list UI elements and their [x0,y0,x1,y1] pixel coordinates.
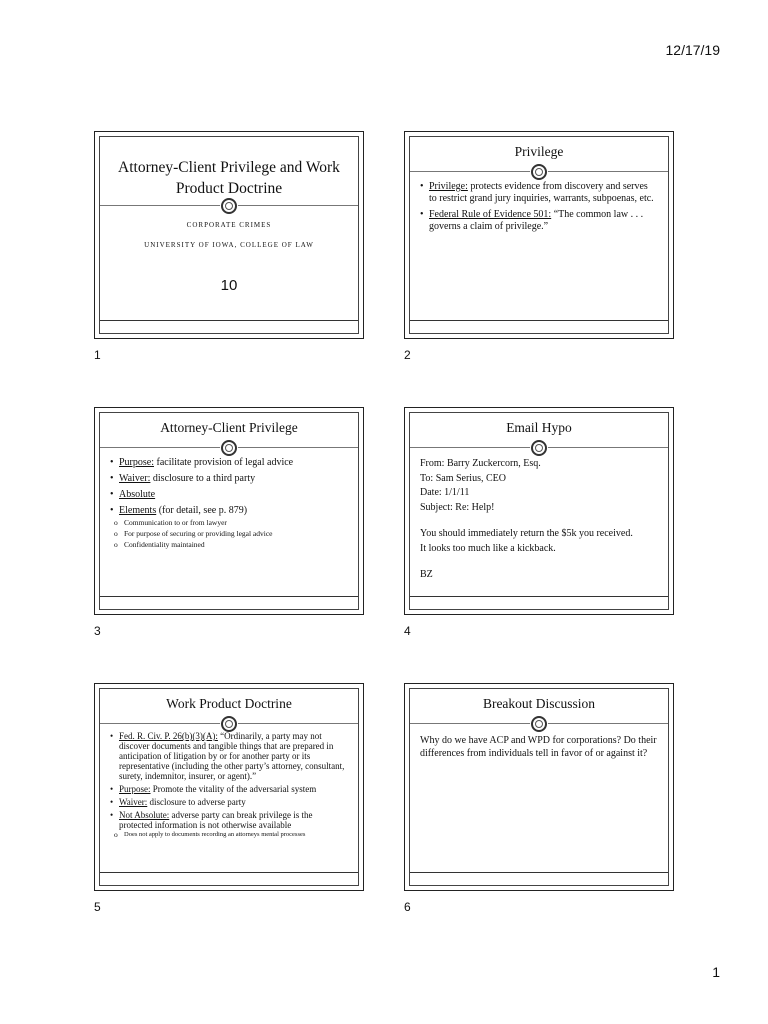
sub-bullet-item: o Confidentiality maintained [114,539,348,550]
slide-4 [404,407,674,615]
ring-ornament-icon [531,164,547,180]
page-number: 1 [712,964,720,980]
slide-number: 2 [404,348,411,362]
email-to: To: Sam Serius, CEO [420,472,506,484]
slide-number: 6 [404,900,411,914]
slide-1 [94,131,364,339]
discussion-question: Why do we have ACP and WPD for corporations? Do their differences from individuals tell in favor of or against it? [420,735,657,759]
email-body-line: You should immediately return the $5k you received. [420,528,633,539]
slide-number-large: 10 [220,277,238,294]
slide-6 [404,683,674,891]
header-date: 12/17/19 [665,42,720,58]
ring-ornament-icon [221,716,237,732]
email-date: Date: 1/1/11 [420,487,470,498]
sub-bullet-item: o Does not apply to documents recording an attorneys mental processes [114,831,348,839]
sub-bullet-item: o For purpose of securing or providing legal advice [114,528,348,539]
bullet-item: • Privilege: protects evidence from discovery and serves to restrict grand jury inquiries, warrants, subpoenas, etc. [420,181,658,205]
slide-title: Privilege [514,144,564,159]
ring-ornament-icon [531,716,547,732]
email-signature: BZ [420,569,433,580]
bullet-item: • Federal Rule of Evidence 501: “The common law . . . governs a claim of privilege.” [420,209,658,233]
slide-title: Email Hypo [506,420,572,435]
slide-title: Attorney-Client Privilege and Work Product Doctrine [118,159,340,197]
bullet-item: • Elements (for detail, see p. 879) [110,505,348,517]
slide-subtitle: CORPORATE CRIMES [186,221,272,229]
ring-ornament-icon [221,198,237,214]
slide-2 [404,131,674,339]
email-from: From: Barry Zuckercorn, Esq. [420,458,541,469]
slide-title: Attorney-Client Privilege [160,420,298,435]
slide-subtitle: UNIVERSITY OF IOWA, COLLEGE OF LAW [144,241,314,249]
slide-number: 5 [94,900,101,914]
slide-number: 3 [94,624,101,638]
slide-5 [94,683,364,891]
ring-ornament-icon [531,440,547,456]
slide-number: 4 [404,624,411,638]
bullet-item: • Purpose: Promote the vitality of the adversarial system [110,784,348,794]
bullet-item: • Waiver: disclosure to adverse party [110,797,348,807]
slide-3 [94,407,364,615]
bullet-item: • Waiver: disclosure to a third party [110,473,348,485]
bullet-item: • Absolute [110,489,348,501]
ring-ornament-icon [221,440,237,456]
email-subject: Subject: Re: Help! [420,501,495,513]
email-body-line: It looks too much like a kickback. [420,542,556,554]
slide-number: 1 [94,348,101,362]
sub-bullet-item: o Communication to or from lawyer [114,517,348,528]
slide-title: Breakout Discussion [482,696,596,711]
slide-title: Work Product Doctrine [166,696,292,711]
bullet-item: • Fed. R. Civ. P. 26(b)(3)(A): “Ordinarily, a party may not discover documents and tangible things that are prepared in anticipation of litigation by or for another party or its representative (including the other party’s attorney, consultant, surety, indemnitor, insurer, or agent).” [110,731,348,781]
bullet-item: • Not Absolute: adverse party can break privilege is the protected information is not otherwise available [110,810,348,830]
bullet-item: • Purpose: facilitate provision of legal advice [110,457,348,469]
